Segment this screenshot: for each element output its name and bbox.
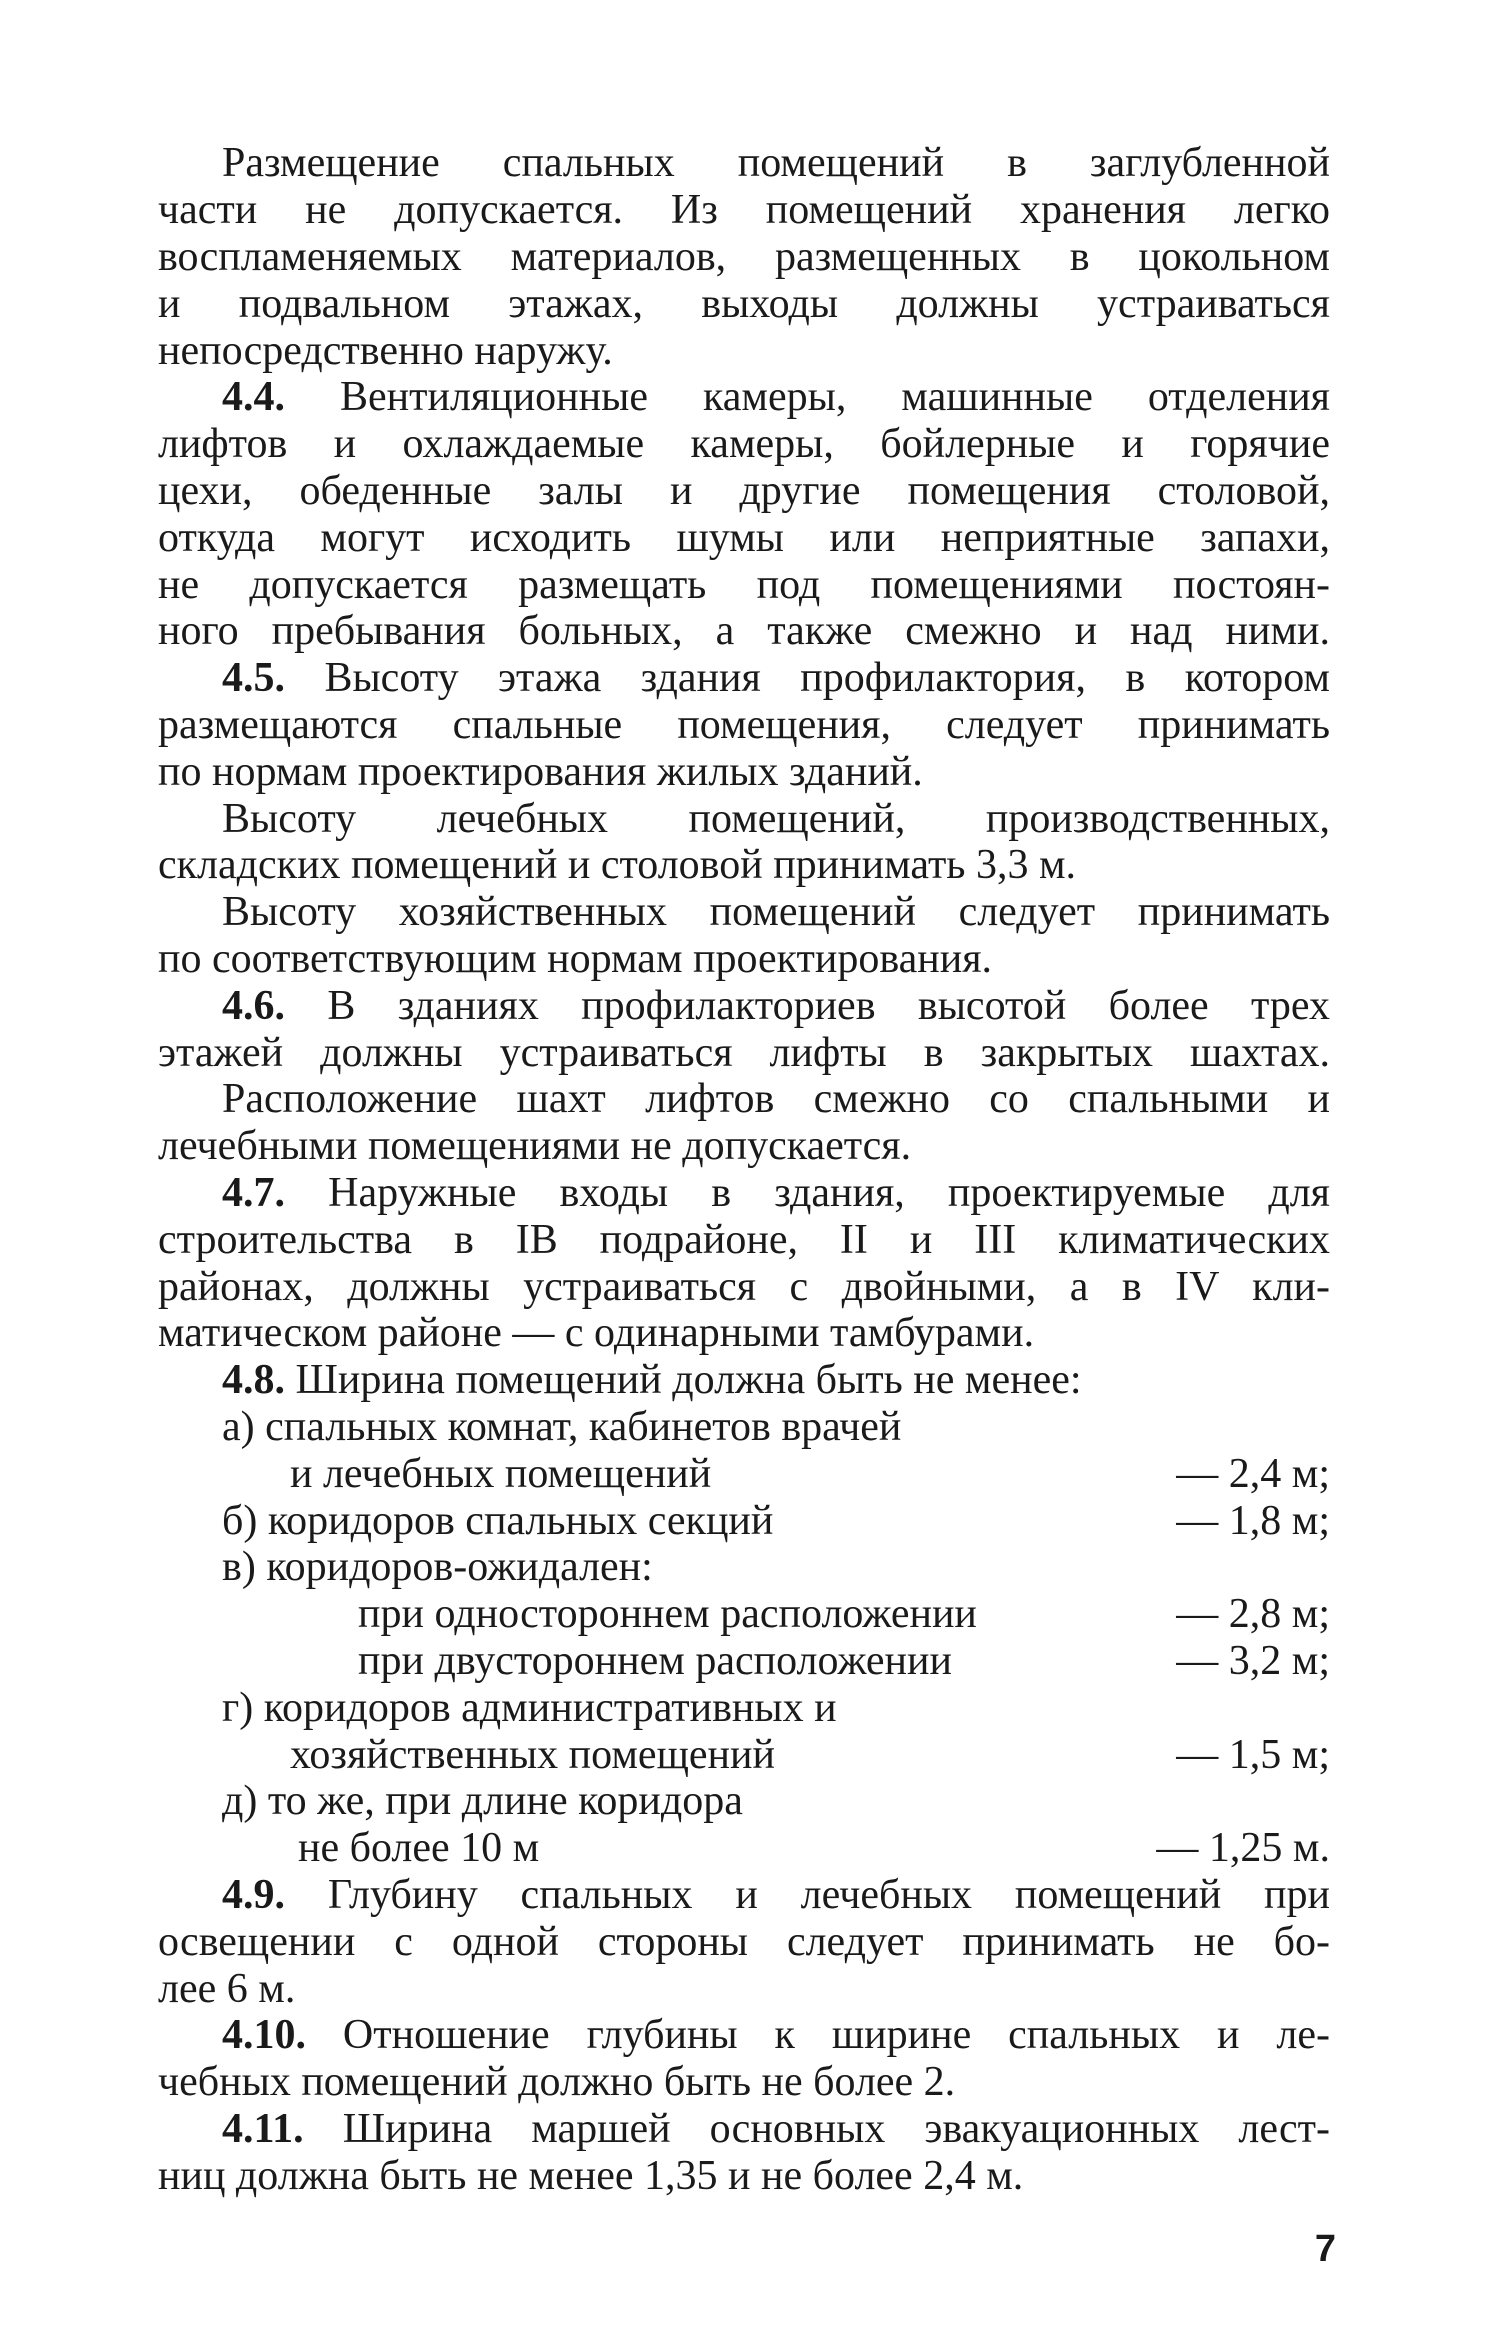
list-item <box>158 1732 1330 1778</box>
clause-text: Высоту этажа здания профилактория, в котором <box>324 655 1330 701</box>
text-line: и подвальном этажах, выходы должны устраиваться <box>158 281 1330 327</box>
text-line: по нормам проектирования жилых зданий. <box>158 749 923 795</box>
text-line: воспламеняемых материалов, размещенных в цокольном <box>158 234 1330 280</box>
clause-text: Вентиляционные камеры, машинные отделения <box>339 374 1330 420</box>
list-item <box>158 1685 1330 1731</box>
list-item-label: и лечебных помещений <box>290 1451 712 1497</box>
text-line: матическом районе — с одинарными тамбурами. <box>158 1310 1035 1356</box>
list-item-label: а) спальных комнат, кабинетов врачей <box>222 1404 902 1450</box>
text-line: цехи, обеденные залы и другие помещения столовой, <box>158 468 1330 514</box>
text-line: этажей должны устраиваться лифты в закрытых шахтах. <box>158 1030 1330 1076</box>
text-line: лее 6 м. <box>158 1966 296 2012</box>
text-line: откуда могут исходить шумы или неприятные запахи, <box>158 515 1330 561</box>
text-line: лечебными помещениями не допускается. <box>158 1123 912 1169</box>
clause-4-5-first-line <box>222 655 1330 701</box>
text-line: не допускается размещать под помещениями постоян- <box>158 562 1330 608</box>
text-line: части не допускается. Из помещений хранения легко <box>158 187 1330 233</box>
clause-text: Ширина маршей основных эвакуационных лест- <box>342 2106 1331 2152</box>
text-line: чебных помещений должно быть не более 2. <box>158 2059 956 2105</box>
text-line: Размещение спальных помещений в заглубленной <box>222 140 1330 186</box>
clause-4-7-first-line <box>222 1170 1330 1216</box>
text-line: лифтов и охлаждаемые камеры, бойлерные и горячие <box>158 421 1330 467</box>
clause-text: Глубину спальных и лечебных помещений при <box>327 1872 1331 1918</box>
clause-number: 4.9. <box>222 1872 285 1918</box>
list-item-value: — 2,4 м; <box>1176 1451 1330 1497</box>
list-item <box>158 1498 1330 1544</box>
list-item <box>158 1825 1330 1871</box>
list-item-value: — 1,8 м; <box>1176 1498 1330 1544</box>
page-number: 7 <box>1314 2228 1336 2270</box>
clause-text: Ширина помещений должна быть не менее: <box>295 1357 1082 1403</box>
clause-4-9-first-line <box>222 1872 1330 1918</box>
list-item-value: — 1,25 м. <box>1156 1825 1330 1871</box>
text-line: Расположение шахт лифтов смежно со спальными и <box>222 1076 1330 1122</box>
text-line: размещаются спальные помещения, следует принимать <box>158 702 1330 748</box>
list-item-value: — 2,8 м; <box>1176 1591 1330 1637</box>
list-item-label: г) коридоров административных и <box>222 1685 837 1731</box>
list-item-value: — 1,5 м; <box>1176 1732 1330 1778</box>
list-item <box>158 1638 1330 1684</box>
list-item-label: б) коридоров спальных секций <box>222 1498 774 1544</box>
text-line: освещении с одной стороны следует принимать не бо- <box>158 1919 1330 1965</box>
clause-number: 4.7. <box>222 1170 285 1216</box>
text-line: Высоту хозяйственных помещений следует принимать <box>222 889 1330 935</box>
clause-4-10-first-line <box>222 2012 1330 2058</box>
text-line: непосредственно наружу. <box>158 328 613 374</box>
text-line: складских помещений и столовой принимать 3,3 м. <box>158 842 1077 888</box>
clause-text: Отношение глубины к ширине спальных и ле- <box>342 2012 1330 2058</box>
list-item-label: в) коридоров-ожидален: <box>222 1544 653 1590</box>
clause-number: 4.11. <box>222 2106 304 2152</box>
list-item-label: хозяйственных помещений <box>290 1732 775 1778</box>
list-item-label: д) то же, при длине коридора <box>222 1778 743 1824</box>
clause-number: 4.5. <box>222 655 285 701</box>
clause-4-6-first-line <box>222 983 1330 1029</box>
list-item-value: — 3,2 м; <box>1176 1638 1330 1684</box>
text-line: строительства в IB подрайоне, II и III климатических <box>158 1217 1330 1263</box>
clause-number: 4.6. <box>222 983 285 1029</box>
list-item-label: при двустороннем расположении <box>358 1638 952 1684</box>
clause-number: 4.10. <box>222 2012 306 2058</box>
list-item-label: при одностороннем расположении <box>358 1591 977 1637</box>
text-line: Высоту лечебных помещений, производственных, <box>222 796 1330 842</box>
clause-number: 4.4. <box>222 374 285 420</box>
clause-4-11-first-line <box>222 2106 1330 2152</box>
text-line: ного пребывания больных, а также смежно и над ними. <box>158 608 1330 654</box>
list-item-label: не более 10 м <box>298 1825 540 1871</box>
clause-number: 4.8. <box>222 1357 285 1403</box>
clause-4-8-first-line <box>222 1357 1330 1403</box>
clause-4-4-first-line <box>222 374 1330 420</box>
text-line: по соответствующим нормам проектирования. <box>158 936 993 982</box>
list-item <box>158 1591 1330 1637</box>
clause-text: Наружные входы в здания, проектируемые для <box>328 1170 1330 1216</box>
list-item <box>158 1778 1330 1824</box>
text-line: ниц должна быть не менее 1,35 и не более 2,4 м. <box>158 2153 1024 2199</box>
list-item <box>158 1451 1330 1497</box>
list-item <box>158 1544 1330 1590</box>
clause-text: В зданиях профилакториев высотой более трех <box>327 983 1330 1029</box>
list-item <box>158 1404 1330 1450</box>
text-line: районах, должны устраиваться с двойными, а в IV кли- <box>158 1264 1330 1310</box>
